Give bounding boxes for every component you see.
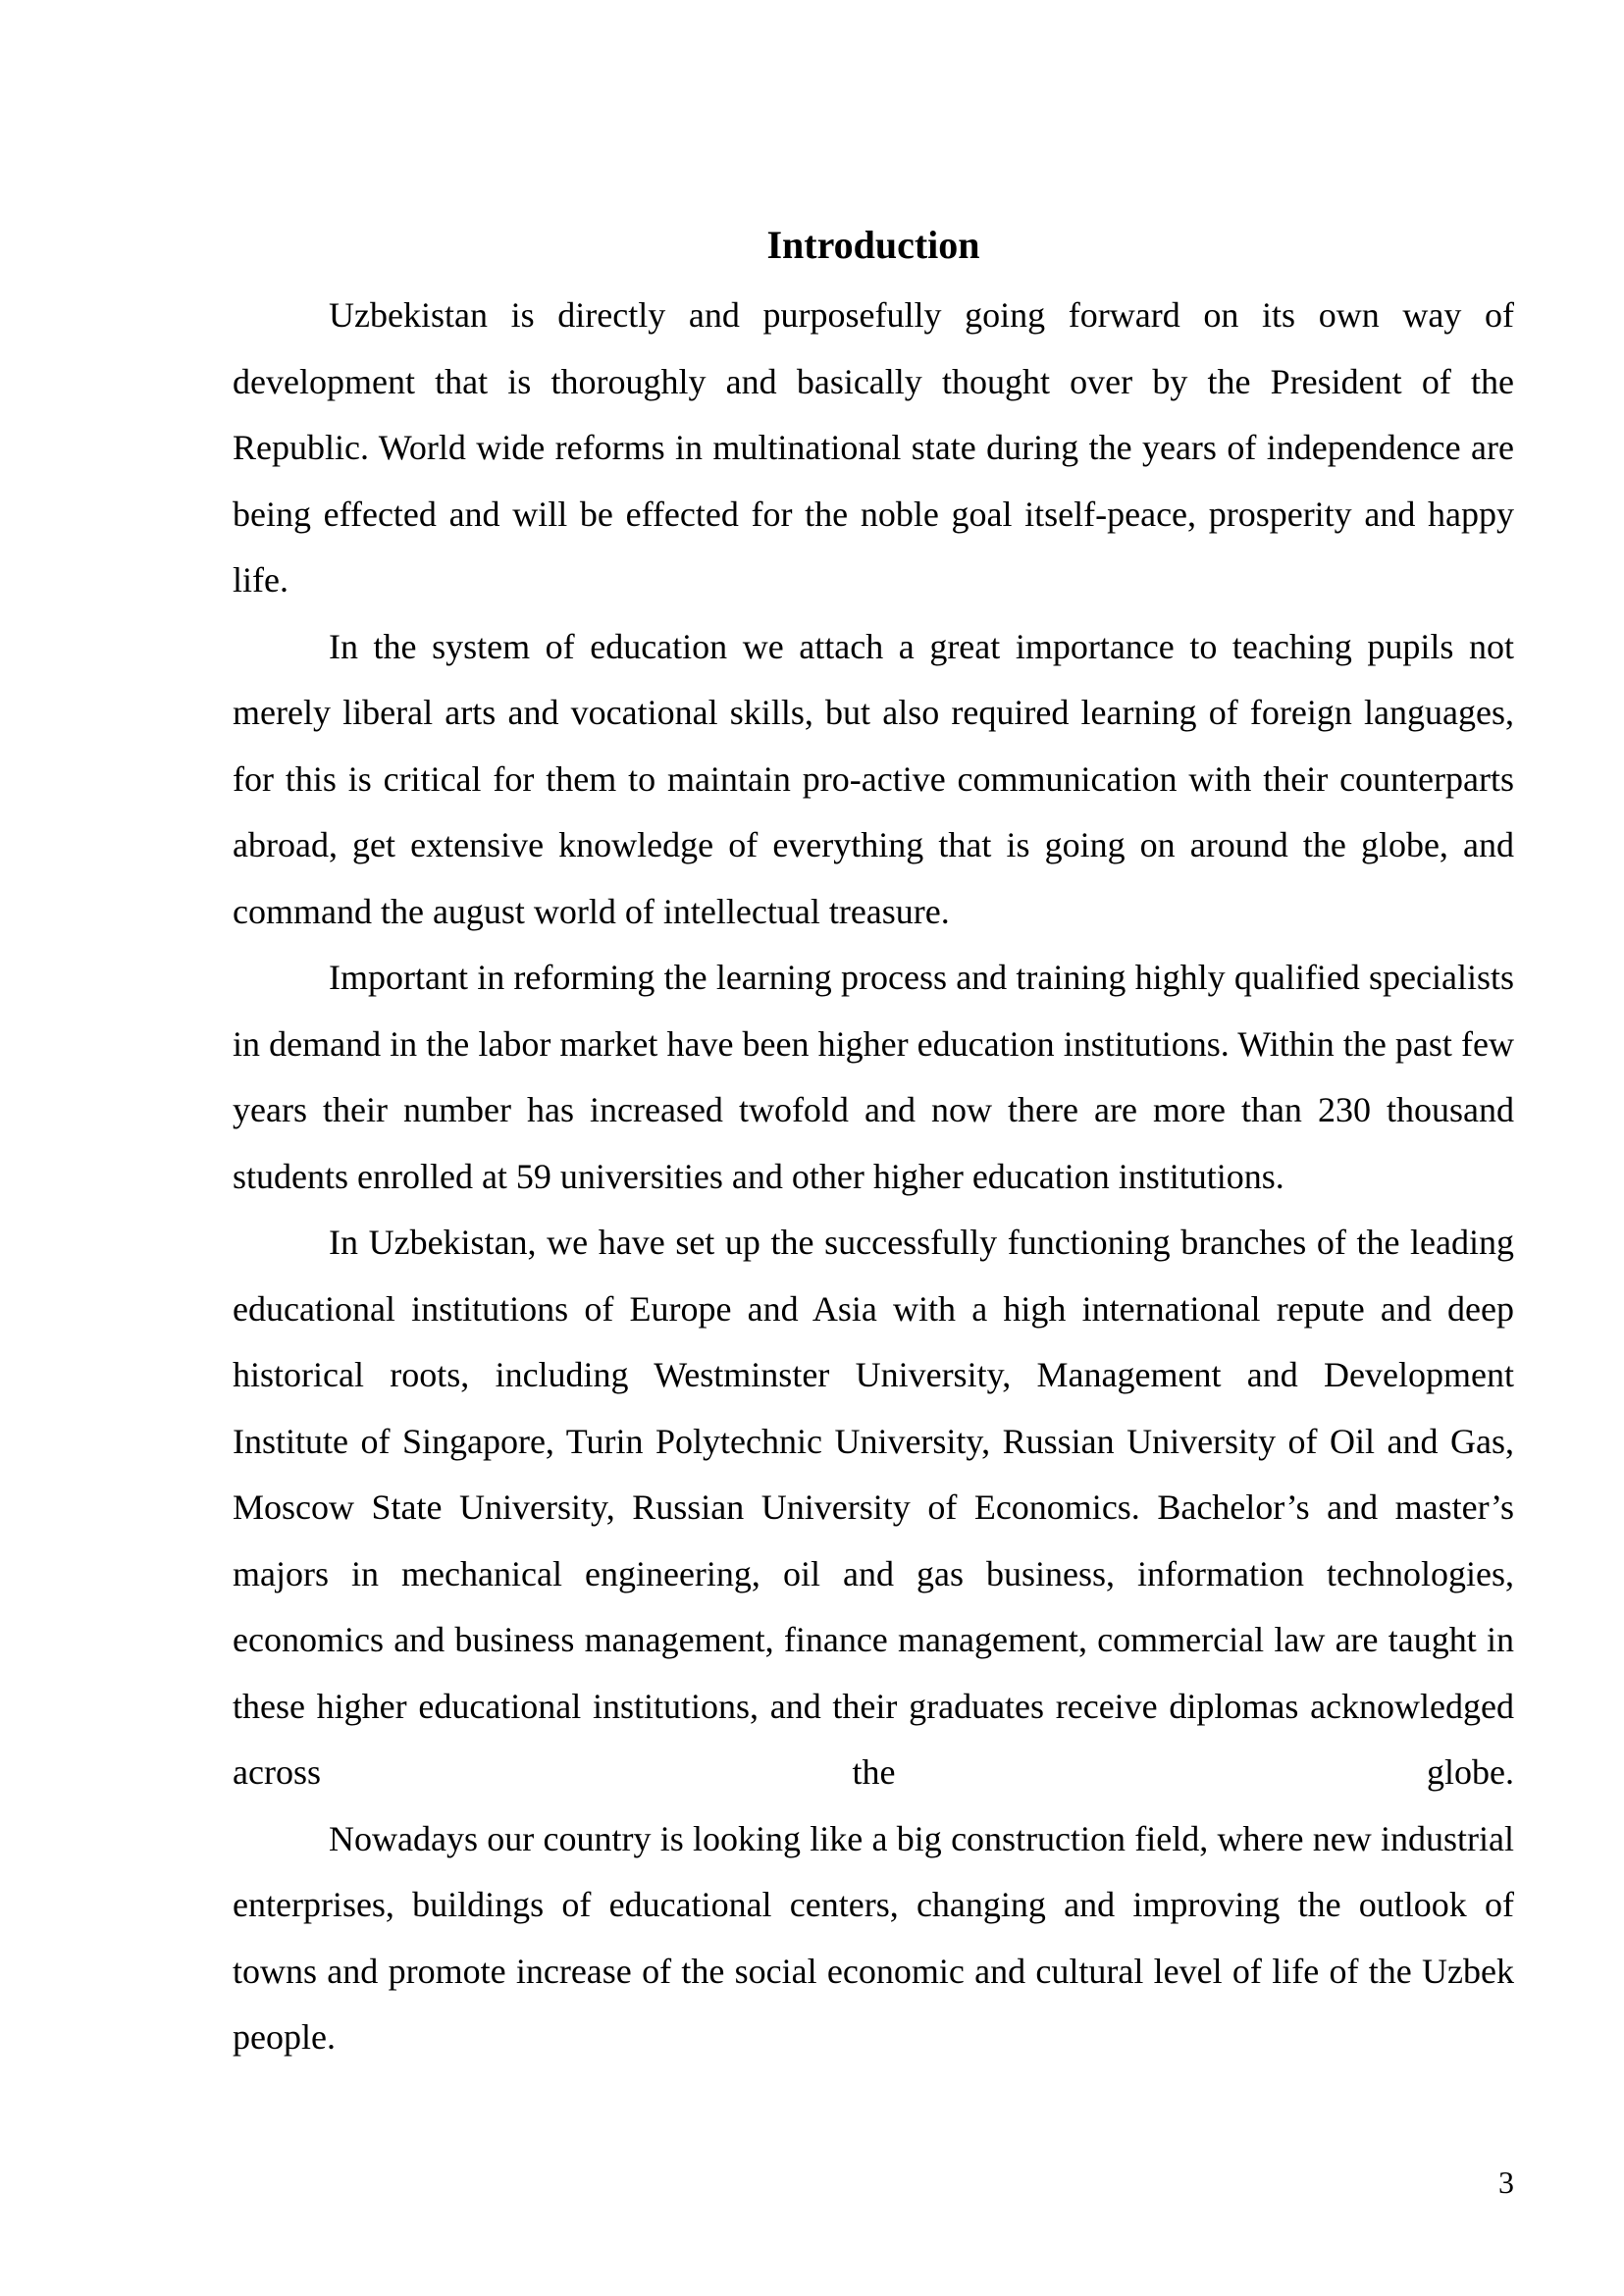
paragraph-1: Uzbekistan is directly and purposefully going forward on its own way of development that is thoroughly and basically thought over by the President of the Republic. World wide reforms in multinational state during the years of independence are being effected and will be effected for the noble goal itself-peace, prosperity and happy life. <box>233 295 1514 600</box>
page-number: 3 <box>1498 2165 1514 2200</box>
page-title: Introduction <box>766 223 980 267</box>
paragraph-4: In Uzbekistan, we have set up the successfully functioning branches of the leading educational institutions of Europe and Asia with a high international repute and deep historical roots, including Westminster University, Management and Development Institute of Singapore, Turin Polytechnic University, Russian University of Oil and Gas, Moscow State University, Russian University of Economics. Bachelor’s and master’s majors in mechanical engineering, oil and gas business, information technologies, economics and business management, finance management, commercial law are taught in these higher educational institutions, and their graduates receive diplomas acknowledged across the globe. <box>233 1223 1514 1792</box>
paragraph-5: Nowadays our country is looking like a big construction field, where new industrial enterprises, buildings of educational centers, changing and improving the outlook of towns and promote increase of the social economic and cultural level of life of the Uzbek people. <box>233 1818 1514 2057</box>
document-body <box>233 216 1514 2071</box>
paragraph-3: Important in reforming the learning process and training highly qualified specialists in demand in the labor market have been higher education institutions. Within the past few years their number has increased twofold and now there are more than 230 thousand students enrolled at 59 universities and other higher education institutions. <box>233 958 1514 1196</box>
paragraph-2: In the system of education we attach a great importance to teaching pupils not merely liberal arts and vocational skills, but also required learning of foreign languages, for this is critical for them to maintain pro-active communication with their counterparts abroad, get extensive knowledge of everything that is going on around the globe, and command the august world of intellectual treasure. <box>233 626 1514 931</box>
